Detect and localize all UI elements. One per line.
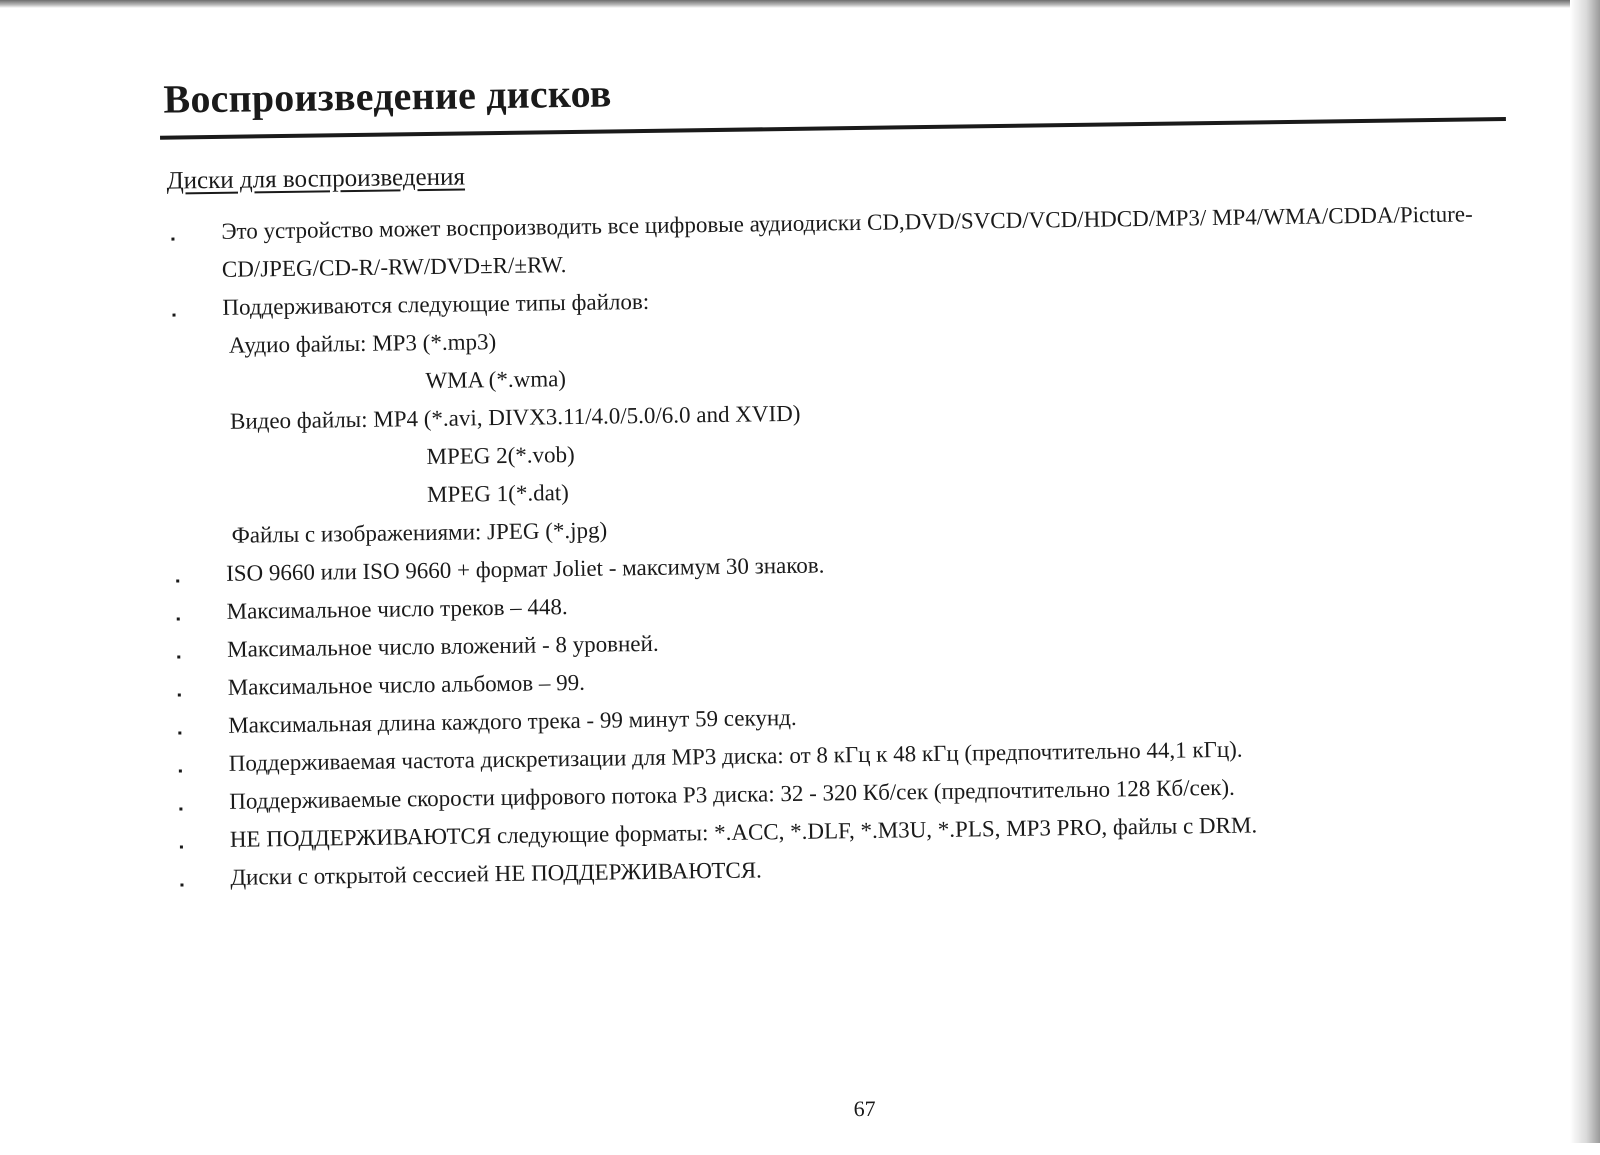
list-item-max-tracks: Максимальное число треков – 448.: [176, 575, 1532, 632]
list-item-iso: ISO 9660 или ISO 9660 + формат Joliet - максимум 30 знаков.: [176, 537, 1532, 594]
section-heading: Диски для воспроизведения: [166, 163, 466, 195]
list-item-file-types: Поддерживаются следующие типы файлов:: [172, 271, 1528, 328]
file-types-block: [173, 309, 1532, 556]
list-item-max-albums: Максимальное число альбомов – 99.: [177, 651, 1533, 708]
indent-spacer: [229, 362, 426, 403]
list-item-max-track-length: Максимальная длина каждого трека - 99 минут 59 секунд.: [178, 689, 1534, 746]
list-item-open-session: Диски с открытой сессией НЕ ПОДДЕРЖИВАЮТСЯ.: [180, 841, 1536, 898]
indent-spacer: [230, 438, 427, 479]
audio-mp3: MP3 (*.mp3): [372, 329, 497, 356]
list-item-bitrate: Поддерживаемые скорости цифрового потока P3 диска: 32 - 320 Кб/сек (предпочтительно 128 Кб/сек).: [179, 765, 1535, 822]
video-mpeg2: MPEG 2(*.vob): [426, 441, 575, 470]
video-mpeg1: MPEG 1(*.dat): [426, 480, 570, 508]
images-label: Файлы с изображениями:: [231, 519, 482, 548]
images-jpeg: JPEG (*.jpg): [486, 517, 608, 545]
video-label: Видео файлы:: [229, 406, 368, 434]
list-item-sample-rate: Поддерживаемая частота дискретизации для MP3 диска: от 8 кГц к 48 кГц (предпочтительно 44,1 кГц).: [179, 727, 1535, 784]
video-mp4: MP4 (*.avi, DIVX3.11/4.0/5.0/6.0 and XVID): [373, 400, 801, 432]
list-item-not-supported: НЕ ПОДДЕРЖИВАЮТСЯ следующие форматы: *.ACC, *.DLF, *.M3U, *.PLS, MP3 PRO, файлы с DRM.: [180, 803, 1536, 860]
list-item-formats: Это устройство может воспроизводить все цифровые аудиодиски CD,DVD/SVCD/VCD/HDCD/MP3/ MP4/WMA/CDDA/Picture-CD/JPEG/CD-R/-RW/DVD±R/±RW.: [171, 195, 1528, 290]
title-rule: [160, 117, 1506, 140]
page-title: Воспроизведение дисков: [163, 70, 612, 122]
page-number: 67: [853, 1095, 876, 1122]
list-item-max-nesting: Максимальное число вложений - 8 уровней.: [177, 613, 1533, 670]
audio-wma: WMA (*.wma): [425, 366, 567, 394]
bullet-list: [171, 195, 1536, 898]
indent-spacer: [231, 476, 428, 517]
audio-label: Аудио файлы:: [228, 330, 367, 358]
